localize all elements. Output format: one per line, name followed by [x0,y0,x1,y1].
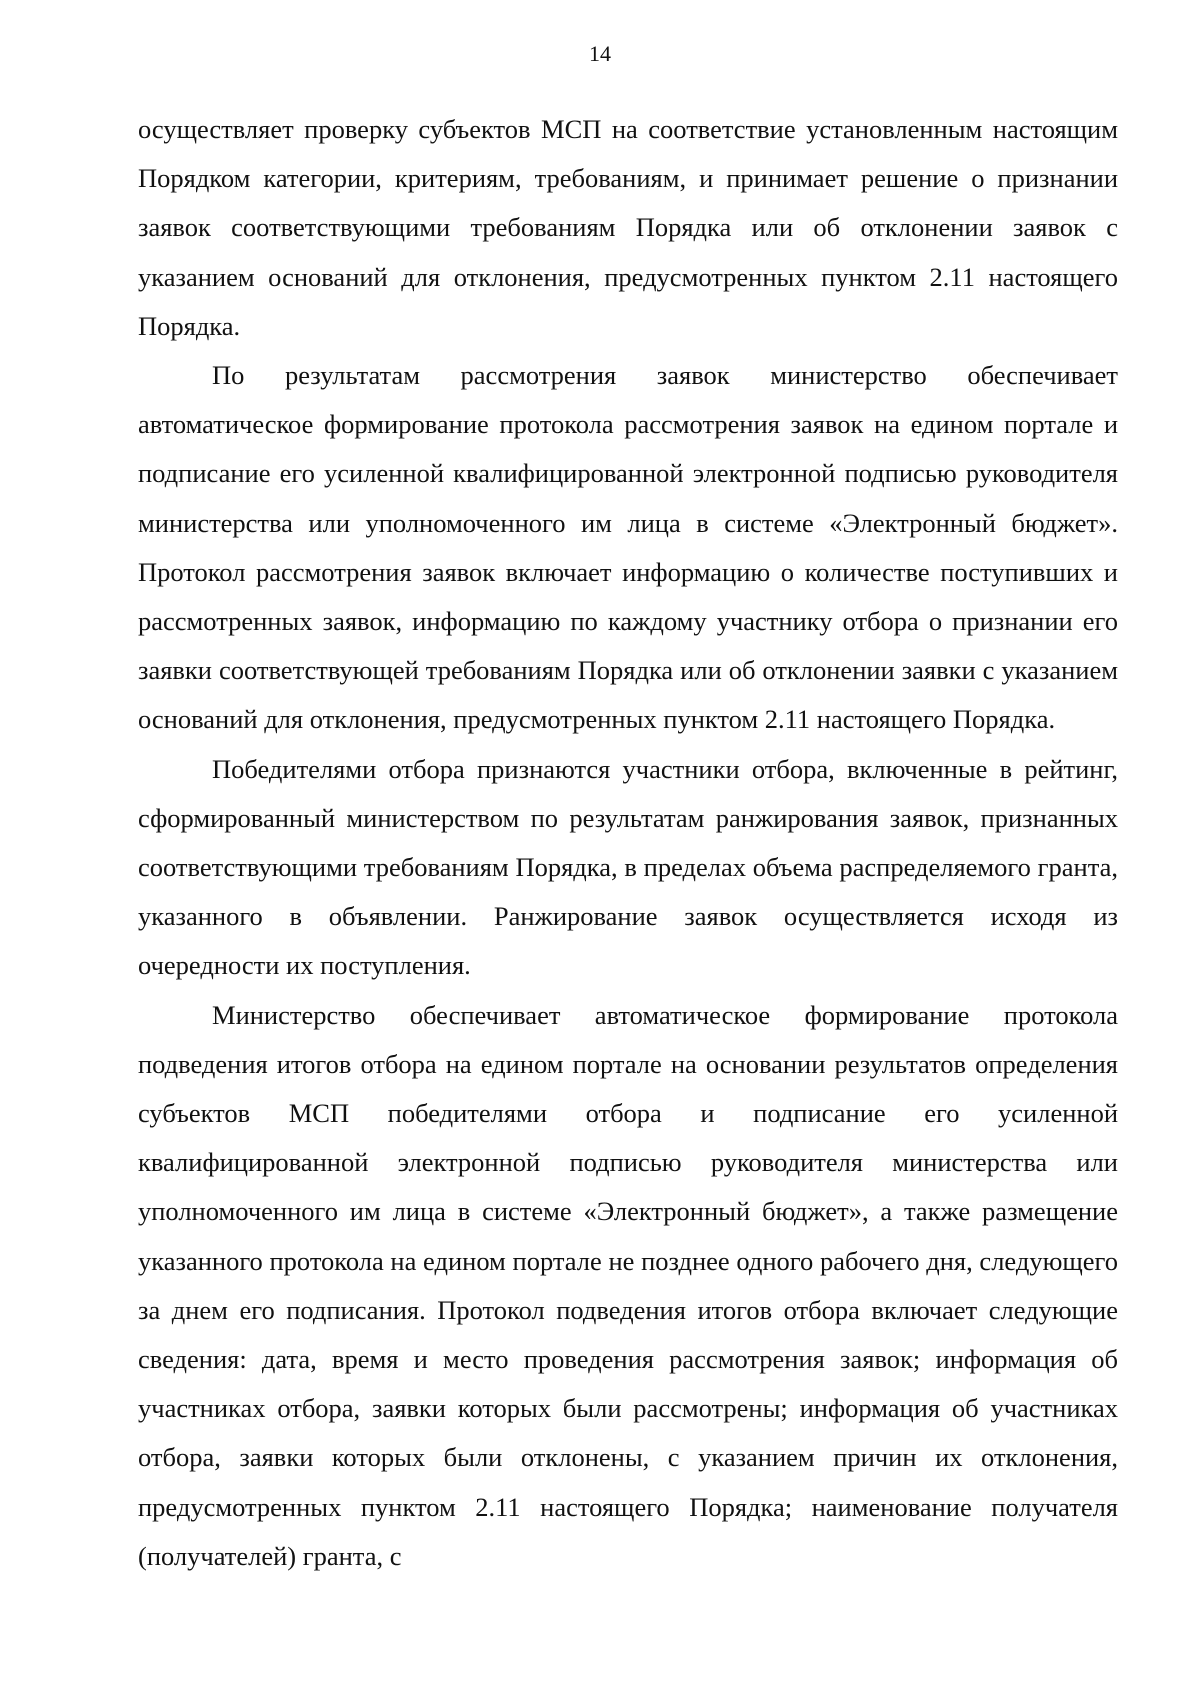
document-body [138,105,1118,1581]
paragraph-continuation: осуществляет проверку субъектов МСП на соответствие установленным настоящим Порядком категории, критериям, требованиям, и принимает решение о признании заявок соответствующими требованиям Порядка или об отклонении заявок с указанием оснований для отклонения, предусмотренных пунктом 2.11 настоящего Порядка. [138,114,1118,341]
paragraph-review-protocol: По результатам рассмотрения заявок министерство обеспечивает автоматическое формирование протокола рассмотрения заявок на едином портале и подписание его усиленной квалифицированной электронной подписью руководителя министерства или уполномоченного им лица в системе «Электронный бюджет». Протокол рассмотрения заявок включает информацию о количестве поступивших и рассмотренных заявок, информацию по каждому участнику отбора о признании его заявки соответствующей требованиям Порядка или об отклонении заявки с указанием оснований для отклонения, предусмотренных пунктом 2.11 настоящего Порядка. [138,360,1118,735]
page-number: 14 [589,41,611,66]
paragraph-winners: Победителями отбора признаются участники отбора, включенные в рейтинг, сформированный министерством по результатам ранжирования заявок, признанных соответствующими требованиям Порядка, в пределах объема распределяемого гранта, указанного в объявлении. Ранжирование заявок осуществляется исходя из очередности их поступления. [138,753,1118,981]
paragraph-results-protocol: Министерство обеспечивает автоматическое формирование протокола подведения итогов отбора на едином портале на основании результатов определения субъектов МСП победителями отбора и подписание его усиленной квалифицированной электронной подписью руководителя министерства или уполномоченного им лица в системе «Электронный бюджет», а также размещение указанного протокола на едином портале не позднее одного рабочего дня, следующего за днем его подписания. Протокол подведения итогов отбора включает следующие сведения: дата, время и место проведения рассмотрения заявок; информация об участниках отбора, заявки которых были рассмотрены; информация об участниках отбора, заявки которых были отклонены, с указанием причин их отклонения, предусмотренных пунктом 2.11 настоящего Порядка; наименование получателя (получателей) гранта, с [138,999,1118,1571]
